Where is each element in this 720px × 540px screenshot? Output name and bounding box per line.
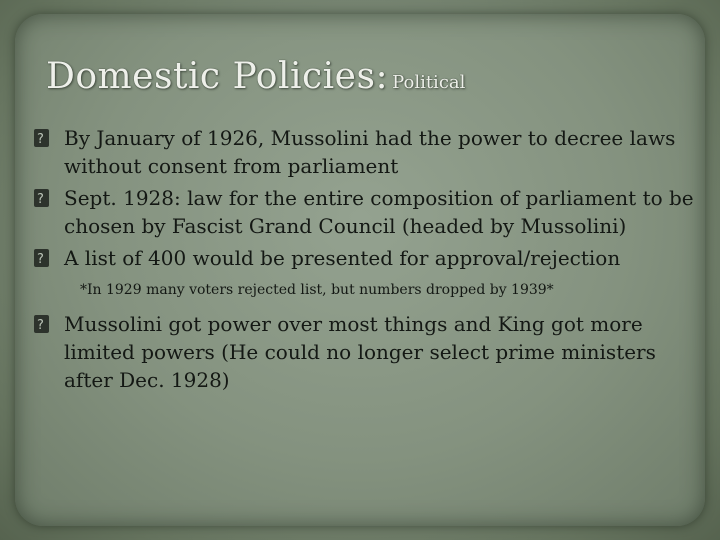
bullet-text: Mussolini got power over most things and King got more limited powers (He could no longer select prime ministers after Dec. 1928) — [64, 312, 656, 392]
bullet-item — [34, 244, 694, 272]
bullet-item — [34, 124, 694, 180]
title-subtitle: Political — [392, 72, 466, 93]
slide-content — [34, 124, 694, 398]
missing-glyph-box-icon — [34, 249, 49, 267]
footnote: *In 1929 many voters rejected list, but numbers dropped by 1939* — [80, 282, 554, 298]
missing-glyph-box-icon — [34, 189, 49, 207]
title-main: Domestic Policies: — [46, 56, 389, 97]
bullet-text: By January of 1926, Mussolini had the power to decree laws without consent from parliament — [64, 126, 676, 178]
bullet-text: A list of 400 would be presented for approval/rejection — [64, 246, 621, 270]
missing-glyph-box-icon — [34, 129, 49, 147]
bullet-text: Sept. 1928: law for the entire composition of parliament to be chosen by Fascist Grand Council (headed by Mussolini) — [64, 186, 694, 238]
slide-title — [46, 56, 465, 97]
bullet-item — [34, 310, 694, 394]
missing-glyph-box-icon — [34, 315, 49, 333]
bullet-item — [34, 184, 694, 240]
